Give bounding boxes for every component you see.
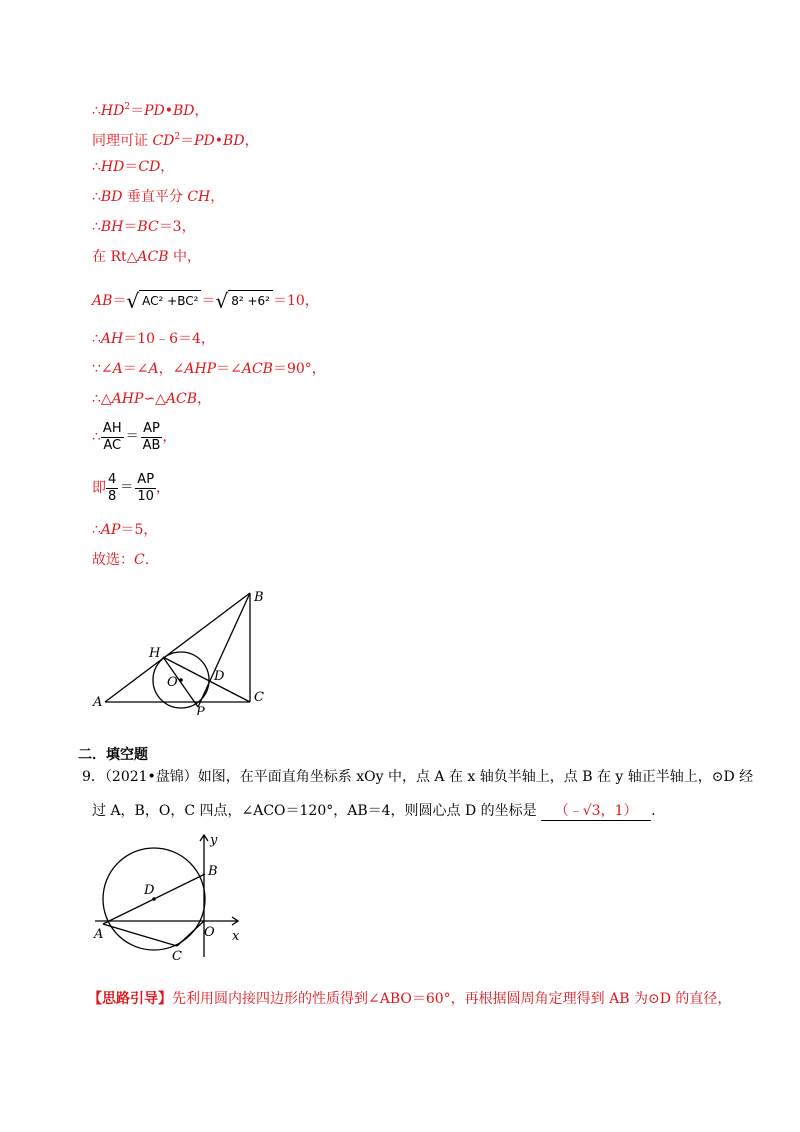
sqrt-expression-1: √ AC² +BC² <box>126 290 201 310</box>
hint-line <box>88 988 731 1008</box>
label-d: D <box>144 883 155 898</box>
label-b: B <box>208 864 218 879</box>
label-c: C <box>172 949 182 962</box>
section-heading: 二．填空题 <box>78 747 148 763</box>
solution-line-8: ∴AH＝10﹣6＝4， <box>92 331 215 347</box>
fraction-4-8: $\frac{4}{8}$ <box>108 471 117 504</box>
label-x: x <box>232 929 240 944</box>
label-o: O <box>204 925 215 940</box>
label-a: A <box>94 927 104 942</box>
solution-line-13: ∴AP＝5， <box>92 522 158 538</box>
label-o: O <box>167 675 178 690</box>
solution-line-1: $\therefore HD^2=PD•BD$， <box>92 102 209 119</box>
solution-line-6: 在 Rt△ACB 中， <box>92 249 201 265</box>
solution-line-5: ∴BH＝BC＝3， <box>92 219 196 235</box>
fraction-ap-ab: $\frac{AP}{AB}$ <box>142 420 161 453</box>
label-y: y <box>210 833 218 848</box>
question-9-line-1: 9．（2021•盘锦）如图，在平面直角坐标系 xOy 中，点 A 在 x 轴负半轴上，点 B 在 y 轴正半轴上，⊙D 经 <box>82 769 754 785</box>
equals-sign: ＝ <box>120 480 134 495</box>
geometry-figure-coordinate-circle <box>90 832 250 962</box>
label-b: B <box>254 590 264 605</box>
fraction-ah-ac: $\frac{AH}{AC}$ <box>102 420 122 453</box>
solution-line-14: 故选：C. <box>92 552 150 568</box>
question-9-line-2: 过 A，B，O，C 四点，∠ACO＝120°，AB＝4，则圆心点 D 的坐标是 （﹣√3，1） . <box>92 803 656 819</box>
solution-line-7: AB＝√ AC² +BC² ＝√ 8² +6² ＝10， <box>92 289 319 313</box>
segment-bp <box>198 593 250 707</box>
hint-tag: 【思路引导】 <box>88 991 172 1007</box>
solution-line-2: 同理可证 $CD^2=PD•BD$， <box>92 132 259 149</box>
solution-line-4: ∴BD 垂直平分 CH， <box>92 189 225 205</box>
label-p: P <box>196 705 205 715</box>
solution-line-10: ∴△AHP∽△ACB， <box>92 391 212 407</box>
solution-line-12: 即 $\frac{4}{8}$ ＝ $\frac{AP}{10}$ ， <box>92 471 171 504</box>
center-point-o <box>179 678 183 682</box>
label-c: C <box>254 690 264 705</box>
solution-line-9: ∵∠A＝∠A，∠AHP＝∠ACB＝90°， <box>92 361 326 377</box>
geometry-figure-triangle <box>90 585 270 715</box>
hint-text: 先利用圆内接四边形的性质得到∠ABO＝60°，再根据圆周角定理得到 AB 为⊙D 的直径， <box>172 991 732 1007</box>
equals-sign: ＝ <box>125 429 139 444</box>
label-d: D <box>214 669 225 684</box>
label-a: A <box>93 695 103 710</box>
segment-co <box>177 921 204 946</box>
segment-ac <box>103 924 177 946</box>
sqrt-expression-2: √ 8² +6² <box>215 290 273 310</box>
fraction-ap-10: $\frac{AP}{10}$ <box>137 471 155 504</box>
answer-blank: （﹣√3，1） <box>541 802 651 821</box>
solution-line-11: ∴ $\frac{AH}{AC}$ ＝ $\frac{AP}{AB}$ ， <box>92 420 177 453</box>
label-h: H <box>149 646 161 661</box>
solution-line-3: ∴HD＝CD， <box>92 159 175 175</box>
